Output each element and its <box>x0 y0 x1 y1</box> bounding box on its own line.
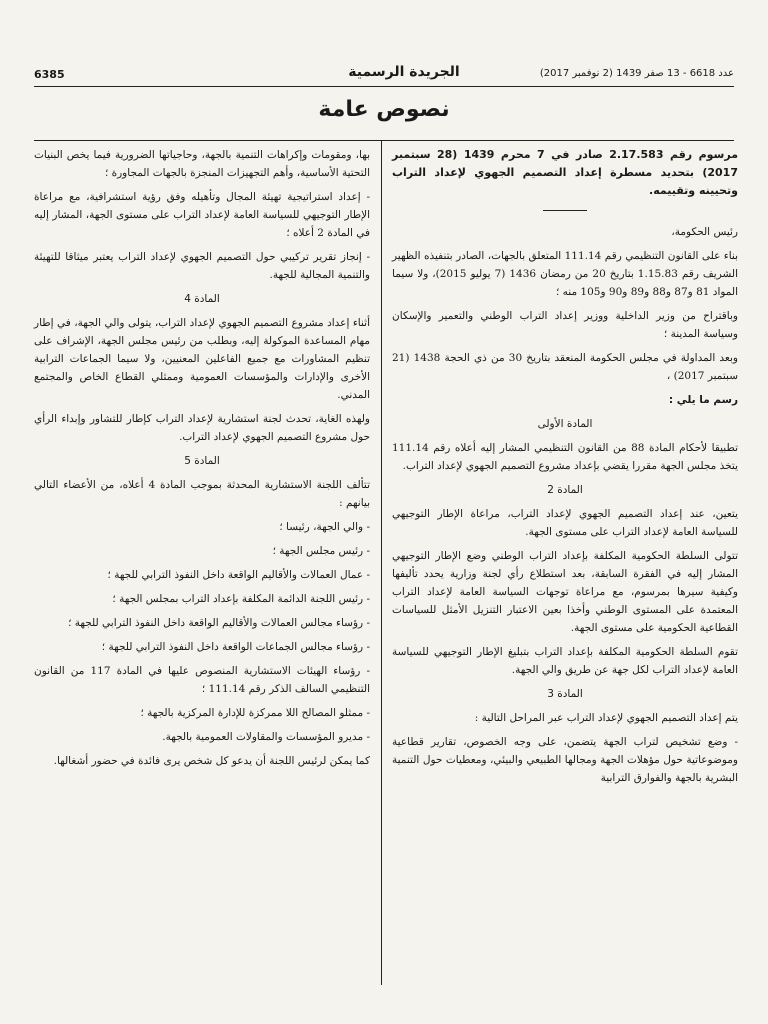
article-heading: المادة الأولى <box>537 418 593 430</box>
left-column <box>34 146 370 776</box>
article-paragraph: تتولى السلطة الحكومية المكلفة بإعداد التراب الوطني وضع الإطار التوجيهي المشار إليه في الفقرة السابقة، بعد استطلاع رأي لجنة وزارية يحدد تأليفها وكيفية سيرها بمرسوم، مع مراعاة توجهات السياسة العامة لإعداد التراب المعتمدة على المستوى الوطني وأخذا بعين الاعتبار التنزيل الأمثل للسياسات القطاعية الحكومية على مستوى الجهة. <box>392 550 738 634</box>
preamble-paragraph: وبعد المداولة في مجلس الحكومة المنعقد بتاريخ 30 من ذي الحجة 1438 (21 سبتمبر 2017) ، <box>392 352 738 382</box>
member-item: - رؤساء مجالس العمالات والأقاليم الواقعة داخل النفوذ الترابي للجهة ؛ <box>68 617 370 629</box>
government-head: رئيس الحكومة، <box>671 226 738 238</box>
page-header <box>34 62 734 86</box>
member-item: - رؤساء الهيئات الاستشارية المنصوص عليها في المادة 117 من القانون التنظيمي السالف الذكر رقم 111.14 ؛ <box>34 665 370 695</box>
member-item: - والي الجهة، رئيسا ؛ <box>279 521 370 533</box>
short-divider <box>543 210 587 211</box>
member-item: - رئيس مجلس الجهة ؛ <box>272 545 370 557</box>
preamble-paragraph: وباقتراح من وزير الداخلية ووزير إعداد التراب الوطني والتعمير والإسكان وسياسة المدينة ؛ <box>392 310 738 340</box>
right-column <box>392 146 738 793</box>
preamble-paragraph: بناء على القانون التنظيمي رقم 111.14 المتعلق بالجهات، الصادر بتنفيذه الظهير الشريف رقم 1.15.83 بتاريخ 20 من رمضان 1436 (7 يوليو 2015)، ولا سيما المواد 81 و87 و88 و89 و90 و105 منه ؛ <box>392 250 738 298</box>
list-item: - إعداد استراتيجية تهيئة المجال وتأهيله وفق رؤية استشرافية، مع مراعاة الإطار التوجيهي للسياسة العامة لإعداد التراب على مستوى الجهة، المشار إليه في المادة 2 أعلاه ؛ <box>34 191 370 239</box>
article-heading: المادة 2 <box>547 484 583 496</box>
article-paragraph: تقوم السلطة الحكومية المكلفة بإعداد التراب بتبليغ الإطار التوجيهي للسياسة العامة لإعداد التراب لكل جهة عن طريق والي الجهة. <box>392 646 738 676</box>
page-number: 6385 <box>34 68 65 81</box>
column-divider <box>381 140 382 985</box>
closing-paragraph: كما يمكن لرئيس اللجنة أن يدعو كل شخص يرى فائدة في حضور أشغالها. <box>53 755 370 767</box>
member-item: - مديرو المؤسسات والمقاولات العمومية بالجهة. <box>162 731 370 743</box>
article-heading: المادة 3 <box>547 688 583 700</box>
section-title: نصوص عامة <box>318 97 450 122</box>
article-paragraph: يتم إعداد التصميم الجهوي لإعداد التراب عبر المراحل التالية : <box>474 712 738 724</box>
decree-title: مرسوم رقم 2.17.583 صادر في 7 محرم 1439 (28 سبتمبر 2017) بتحديد مسطرة إعداد التصميم الجهوي لإعداد التراب وتحيينه وتقييمه. <box>392 148 739 197</box>
continued-paragraph: بها، ومقومات وإكراهات التنمية بالجهة، وحاجياتها الضرورية فيما يخص البنيات التحتية الأساسية، وأهم التجهيزات المنجزة بالجهات المجاورة ؛ <box>34 149 370 179</box>
article-paragraph: ولهذه الغاية، تحدث لجنة استشارية لإعداد التراب كإطار للتشاور وإبداء الرأي حول مشروع التصميم الجهوي لإعداد التراب. <box>34 413 370 443</box>
member-item: - رؤساء مجالس الجماعات الواقعة داخل النفوذ الترابي للجهة ؛ <box>101 641 370 653</box>
member-item: - ممثلو المصالح اللا ممركزة للإدارة المركزية بالجهة ؛ <box>140 707 370 719</box>
article-paragraph: - وضع تشخيص لتراب الجهة يتضمن، على وجه الخصوص، تقارير قطاعية وموضوعاتية حول مؤهلات الجهة ومجالها الطبيعي والبيئي، ومعطيات حول التنمية البشرية بالجهة والفوارق الترابية <box>392 736 738 784</box>
issue-info: عدد 6618 - 13 صفر 1439 (2 نوفمبر 2017) <box>539 68 734 79</box>
article-paragraph: أثناء إعداد مشروع التصميم الجهوي لإعداد التراب، يتولى والي الجهة، في إطار مهام المساعدة الموكولة إليه، وبطلب من رئيس مجلس الجهة، الإشراف على تنظيم المشاورات مع جميع الفاعلين المعنيين، ولا سيما الجماعات الترابية الأخرى والإدارات والمؤسسات العمومية وممثلي القطاع الخاص والمجتمع المدني. <box>34 317 370 401</box>
member-item: - عمال العمالات والأقاليم الواقعة داخل النفوذ الترابي للجهة ؛ <box>107 569 370 581</box>
header-divider <box>34 86 734 87</box>
article-heading: المادة 4 <box>184 293 220 305</box>
article-paragraph: تطبيقا لأحكام المادة 88 من القانون التنظيمي المشار إليه أعلاه رقم 111.14 يتخذ مجلس الجهة مقررا يقضي بإعداد مشروع التصميم الجهوي لإعداد التراب. <box>392 442 738 472</box>
decree-formula: رسم ما يلي : <box>668 394 738 406</box>
article-paragraph: يتعين، عند إعداد التصميم الجهوي لإعداد التراب، مراعاة الإطار التوجيهي للسياسة العامة لإعداد التراب على مستوى الجهة. <box>392 508 738 538</box>
list-item: - إنجاز تقرير تركيبي حول التصميم الجهوي لإعداد التراب يعتبر ميثاقا للتهيئة والتنمية المجالية للجهة. <box>34 251 370 281</box>
gazette-title: الجريدة الرسمية <box>348 64 460 80</box>
article-paragraph: تتألف اللجنة الاستشارية المحدثة بموجب المادة 4 أعلاه، من الأعضاء التالي بيانهم : <box>34 479 371 509</box>
member-item: - رئيس اللجنة الدائمة المكلفة بإعداد التراب بمجلس الجهة ؛ <box>112 593 370 605</box>
article-heading: المادة 5 <box>184 455 220 467</box>
title-divider <box>34 140 734 141</box>
